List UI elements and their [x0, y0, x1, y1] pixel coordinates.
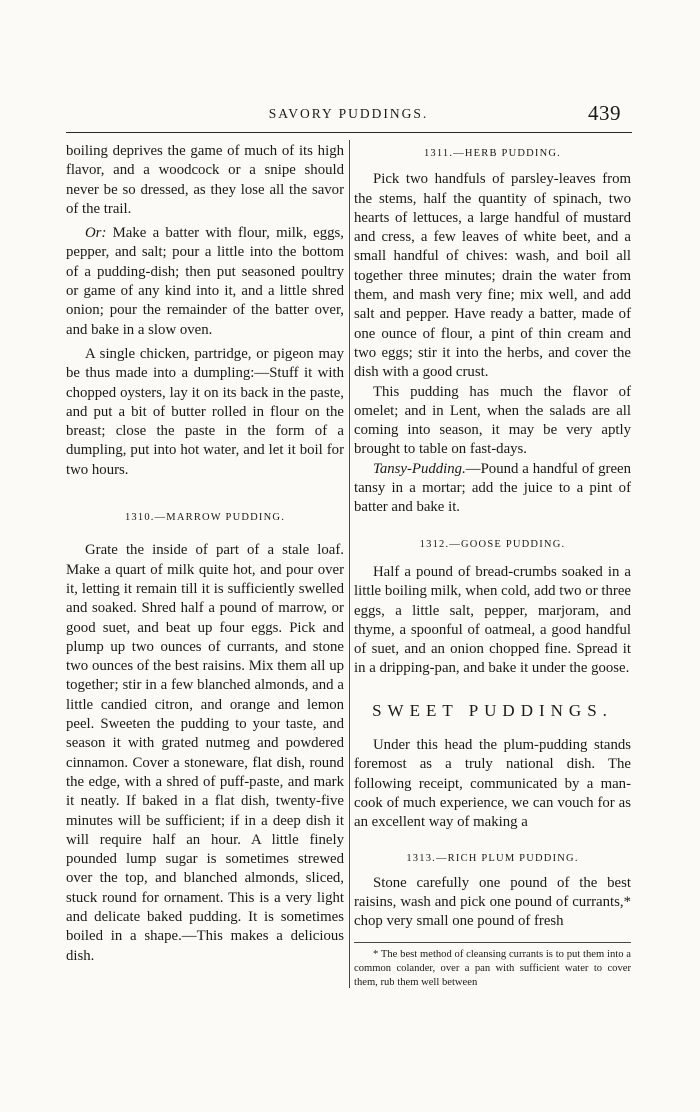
paragraph: Stone carefully one pound of the best raisins, wash and pick one pound of currants,* chop very small one pound of fresh — [354, 874, 631, 930]
paragraph: A single chicken, partridge, or pigeon may be thus made into a dumpling:—Stuff it with chopped oysters, lay it on its back in the paste, and put a bit of butter rolled in flour on the breast; close the paste in the form of a dumpling, put into hot water, and let it boil for two hours. — [66, 345, 344, 478]
recipe-heading-1312: 1312.—GOOSE PUDDING. — [419, 538, 566, 550]
running-head: SAVORY PUDDINGS. — [268, 106, 429, 121]
paragraph: Pick two handfuls of parsley-leaves from the stems, half the quantity of spinach, two hearts of lettuces, a large handful of mustard and cress, a few leaves of white beet, and a small handful of chives: wash, and boil all together three minutes; drain the water from them, and mash very fine; mix well, and add salt and pepper. Have ready a batter, made of one ounce of flour, a pint of thin cream and two eggs; stir it into the herbs, and cover the dish with a good crust. — [354, 171, 631, 381]
paragraph — [66, 224, 344, 340]
paragraph-text: Make a batter with flour, milk, eggs, pepper, and salt; pour a little into the bottom of a pudding-dish; then put seasoned poultry or game of any kind into it, and a little shred onion; pour the remainder of the batter over, and bake in a slow oven. — [66, 225, 344, 338]
column-divider — [349, 140, 350, 988]
paragraph: This pudding has much the flavor of omelet; and in Lent, when the salads are all coming into season, it may be very aptly brought to table on fast-days. — [354, 383, 631, 458]
paragraph: Half a pound of bread-crumbs soaked in a little boiling milk, when cold, add two or three eggs, a little salt, pepper, marjoram, and thyme, a spoonful of oatmeal, a good handful of suet, and an onion chopped fine. Spread it in a dripping-pan, and bake it under the goose. — [354, 563, 631, 677]
left-column — [66, 142, 344, 966]
right-column — [354, 142, 631, 990]
recipe-heading-1311: 1311.—HERB PUDDING. — [423, 148, 562, 159]
recipe-heading-1313: 1313.—RICH PLUM PUDDING. — [406, 852, 579, 864]
paragraph — [354, 460, 631, 518]
paragraph-text: —Pound a handful of green tansy in a mortar; add the juice to a pint of batter and bake it. — [354, 460, 631, 516]
footnote: * The best method of cleansing currants is to put them into a common colander, over a pan with sufficient water to cover them, rub them well between — [354, 948, 631, 988]
recipe-heading-1310: 1310.—MARROW PUDDING. — [124, 512, 286, 524]
header-rule — [66, 132, 632, 133]
section-heading: SWEET PUDDINGS. — [372, 700, 613, 720]
paragraph-lead: Or: — [85, 225, 107, 242]
paragraph: boiling deprives the game of much of its high flavor, and a woodcock or a snipe should never be so dressed, as they lose all the savor of the trail. — [66, 143, 344, 217]
paragraph: Under this head the plum-pudding stands foremost as a truly national dish. The following receipt, communicated by a man-cook of much experience, we can vouch for as an excellent way of making a — [354, 737, 631, 831]
footnote-rule — [354, 942, 631, 943]
page-number: 439 — [588, 101, 621, 125]
paragraph-lead: Tansy-Pudding. — [373, 460, 466, 477]
paragraph: Grate the inside of part of a stale loaf. Make a quart of milk quite hot, and pour over it, letting it remain till it is sufficiently swelled and soaked. Shred half a pound of marrow, or good suet, and beat up four eggs. Pick and plump up two ounces of currants, and stone two ounces of the best raisins. Mix them all up together; stir in a few blanched almonds, and a little candied citron, and orange and lemon peel. Sweeten the pudding to your taste, and season it with grated nutmeg and powdered cinnamon. Cover a stoneware, flat dish, round the edge, with a shred of puff-paste, and mark it neatly. If baked in a flat dish, twenty-five minutes will be sufficient; if in a deep dish it will require half an hour. A little finely pounded lump sugar is sometimes strewed over the top, and blanched almonds, sliced, stuck round for ornament. This is a very light and delicate baked pudding. It is sometimes boiled in a shape.—This makes a delicious dish. — [66, 542, 344, 964]
